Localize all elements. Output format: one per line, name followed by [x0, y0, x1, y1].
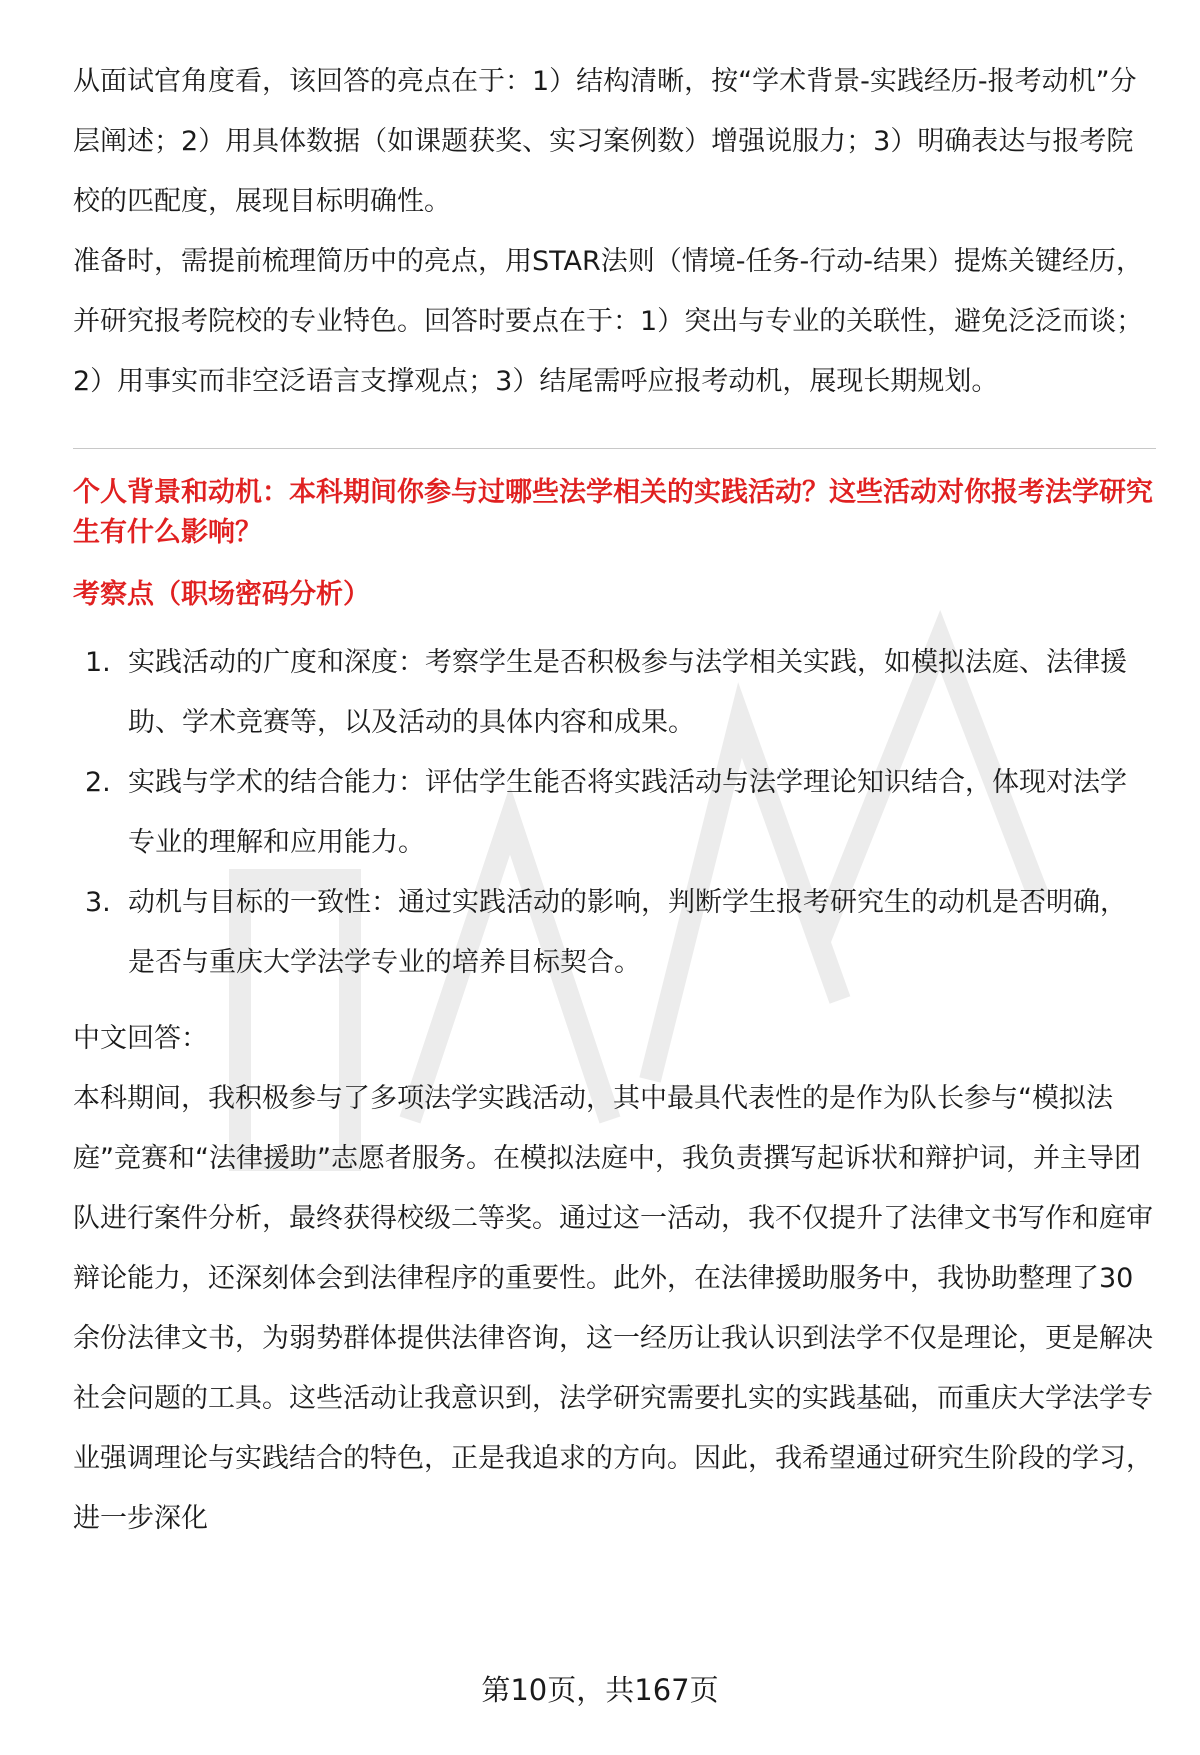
page-content: [73, 52, 1153, 1549]
answer-paragraph: 本科期间，我积极参与了多项法学实践活动，其中最具代表性的是作为队长参与“模拟法庭”竞赛和“法律援助”志愿者服务。在模拟法庭中，我负责撰写起诉状和辩护词，并主导团队进行案件分析，最终获得校级二等奖。通过这一活动，我不仅提升了法律文书写作和庭审辩论能力，还深刻体会到法律程序的重要性。此外，在法律援助服务中，我协助整理了30余份法律文书，为弱势群体提供法律咨询，这一经历让我认识到法学不仅是理论，更是解决社会问题的工具。这些活动让我意识到，法学研究需要扎实的实践基础，而重庆大学法学专业强调理论与实践结合的特色，正是我追求的方向。因此，我希望通过研究生阶段的学习，进一步深化: [73, 1083, 1153, 1534]
section-divider: [73, 448, 1156, 449]
list-item: [73, 633, 1153, 753]
answer-label: 中文回答：: [73, 1023, 208, 1054]
list-item-number: 1.: [85, 647, 111, 678]
list-item-number: 2.: [85, 767, 111, 798]
list-item-text: 实践与学术的结合能力：评估学生能否将实践活动与法学理论知识结合，体现对法学专业的理解和应用能力。: [128, 767, 1127, 858]
analysis-list: [73, 633, 1153, 993]
analysis-heading: 考察点（职场密码分析）: [73, 579, 370, 610]
intro-paragraph-1: 从面试官角度看，该回答的亮点在于：1）结构清晰，按“学术背景-实践经历-报考动机”分层阐述；2）用具体数据（如课题获奖、实习案例数）增强说服力；3）明确表达与报考院校的匹配度，展现目标明确性。: [73, 66, 1137, 217]
list-item-text: 动机与目标的一致性：通过实践活动的影响，判断学生报考研究生的动机是否明确，是否与重庆大学法学专业的培养目标契合。: [128, 887, 1127, 978]
page-number: 第10页，共167页: [481, 1673, 719, 1707]
intro-paragraph-2: 准备时，需提前梳理简历中的亮点，用STAR法则（情境-任务-行动-结果）提炼关键经历，并研究报考院校的专业特色。回答时要点在于：1）突出与专业的关联性，避免泛泛而谈；2）用事实而非空泛语言支撑观点；3）结尾需呼应报考动机，展现长期规划。: [73, 246, 1144, 397]
list-item-number: 3.: [85, 887, 111, 918]
list-item: [73, 873, 1153, 993]
list-item-text: 实践活动的广度和深度：考察学生是否积极参与法学相关实践，如模拟法庭、法律援助、学术竞赛等，以及活动的具体内容和成果。: [128, 647, 1127, 738]
list-item: [73, 753, 1153, 873]
question-heading: 个人背景和动机：本科期间你参与过哪些法学相关的实践活动？这些活动对你报考法学研究生有什么影响？: [73, 477, 1153, 548]
